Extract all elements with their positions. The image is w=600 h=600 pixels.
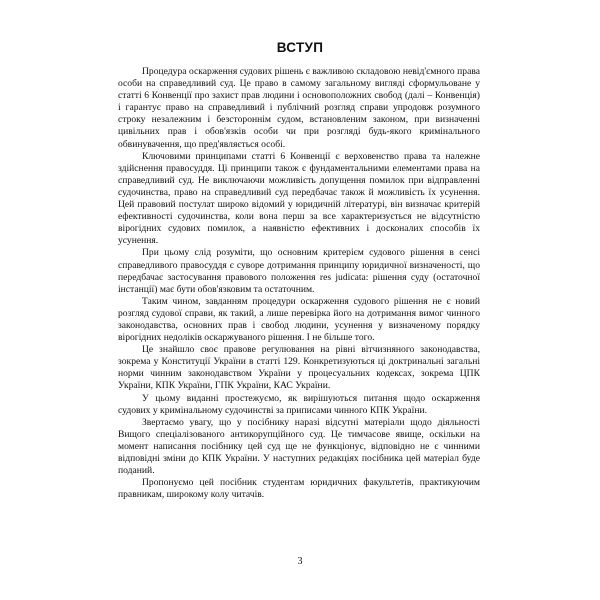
paragraph-8: Пропонуємо цей посібник студентам юридичних факультетів, практикуючим правникам, широкому колу читачів. xyxy=(118,477,480,501)
paragraph-2: Ключовими принципами статті 6 Конвенції є верховенство права та належне здійснення правосуддя. Ці принципи також є фундаментальними елементами права на справедливий суд. Не виключаючи можливість допущення помилок при відправленні судочинства, право на справедливий суд передбачає також й можливість їх усунення. Цей правовий постулат широко відомий у юридичній літературі, він визначає критерій ефективності судочинства, коли вона перш за все характеризується не відсутністю вірогідних судових помилок, а наявністю ефективних і досконалих способів їх усунення. xyxy=(118,150,480,247)
paragraph-7: Звертаємо увагу, що у посібнику наразі відсутні матеріали щодо діяльності Вищого спеціалізованого антикорупційного суд. Це тимчасове явище, оскільки на момент написання посібнику цей суд ще не функціонує, відповідно не є чинними відповідні зміни до КПК України. У наступних редакціях посібника цей матеріал буде поданий. xyxy=(118,416,480,477)
page-title: ВСТУП xyxy=(276,40,324,55)
paragraph-4: Таким чином, завданням процедури оскарження судового рішення не є новий розгляд судової справи, як такий, а лише перевірка його на дотримання вимог чинного законодавства, основних прав і свобод людини, усунення у визначеному порядку вірогідних недоліків оскаржуваного рішення. І не більше того. xyxy=(118,295,480,344)
paragraph-1: Процедура оскарження судових рішень є важливою складовою невід'ємного права особи на справедливий суд. Це право в самому загальному вигляді сформульоване у статті 6 Конвенції про захист прав людини і основоположних свобод (далі – Конвенція) і гарантує право на справедливий і публічний розгляд справи упродовж розумного строку незалежним і безстороннім судом, встановленим законом, при визначенні цивільних прав і обов'язків особи чи при розгляді будь-якого кримінального обвинувачення, що пред'являється особі. xyxy=(118,66,480,150)
page-number: 3 xyxy=(297,556,303,567)
paragraph-5: Це знайшло своє правове регулювання на рівні вітчизняного законодавства, зокрема у Конституції України в статті 129. Конкретизуються ці доктринальні загальні норми чинним законодавством України у процесуальних кодексах, зокрема ЦПК України, КПК України, ГПК України, КАС України. xyxy=(118,344,480,392)
paragraph-6: У цьому виданні простежуємо, як вирішуються питання щодо оскарження судових у кримінальному судочинстві за приписами чинного КПК України. xyxy=(118,392,480,416)
paragraph-3: При цьому слід розуміти, що основним критерієм судового рішення в сенсі справедливого правосуддя є суворе дотримання принципу юридичної визначеності, що передбачає застосування правового положення res judicata: рішення суду (остаточної інстанції) має бути обов'язковим та остаточним. xyxy=(118,247,480,295)
body-text xyxy=(118,66,480,501)
